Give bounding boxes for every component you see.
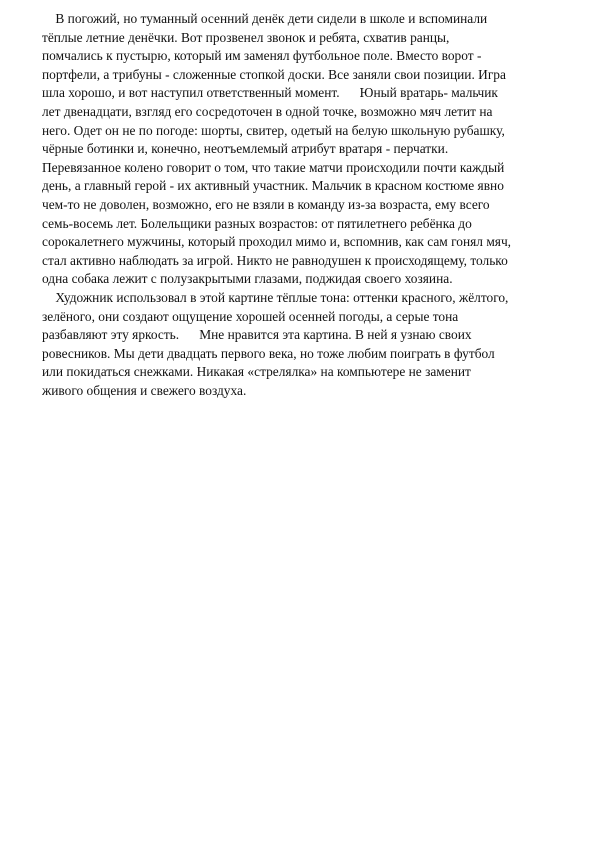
text-line: В погожий, но туманный осенний денёк дети сидели в школе и вспоминали [42,11,488,26]
text-line: чёрные ботинки и, конечно, неотъемлемый атрибут вратаря - перчатки. [42,141,449,157]
text-line: лет двенадцати, взгляд его сосредоточен в одной точке, возможно мяч летит на [42,103,493,119]
text-line: стал активно наблюдать за игрой. Никто не равнодушен к происходящему, только [42,252,508,268]
text-line: Художник использовал в этой картине тёплые тона: оттенки красного, жёлтого, [42,289,509,305]
text-line: портфели, а трибуны - сложенные стопкой доски. Все заняли свои позиции. Игра [42,66,506,82]
text-line: него. Одет он не по погоде: шорты, свитер, одетый на белую школьную рубашку, [42,122,505,138]
text-line: чем-то не доволен, возможно, его не взяли в команду из-за возраста, ему всего [42,196,490,212]
text-line: помчались к пустырю, который им заменял футбольное поле. Вместо ворот - [42,48,482,64]
text-line: ровесников. Мы дети двадцать первого века, но тоже любим поиграть в футбол [42,345,495,361]
text-line: разбавляют эту яркость. Мне нравится эта картина. В ней я узнаю своих [42,327,472,343]
essay-text [42,10,557,400]
text-line: одна собака лежит с полузакрытыми глазами, поджидая своего хозяина. [42,271,453,287]
text-line: семь-восемь лет. Болельщики разных возрастов: от пятилетнего ребёнка до [42,215,472,231]
text-line: день, а главный герой - их активный участник. Мальчик в красном костюме явно [42,178,504,194]
text-line: Перевязанное колено говорит о том, что такие матчи происходили почти каждый [42,159,505,175]
text-line: тёплые летние денёчки. Вот прозвенел звонок и ребята, схватив ранцы, [42,29,450,45]
text-line: зелёного, они создают ощущение хорошей осенней погоды, а серые тона [42,308,459,324]
text-line: или покидаться снежками. Никакая «стрелялка» на компьютере не заменит [42,364,471,380]
text-line: сорокалетнего мужчины, который проходил мимо и, вспомнив, как сам гонял мяч, [42,234,512,250]
text-line: живого общения и свежего воздуха. [42,382,247,398]
text-line: шла хорошо, и вот наступил ответственный момент. Юный вратарь- мальчик [42,85,498,101]
